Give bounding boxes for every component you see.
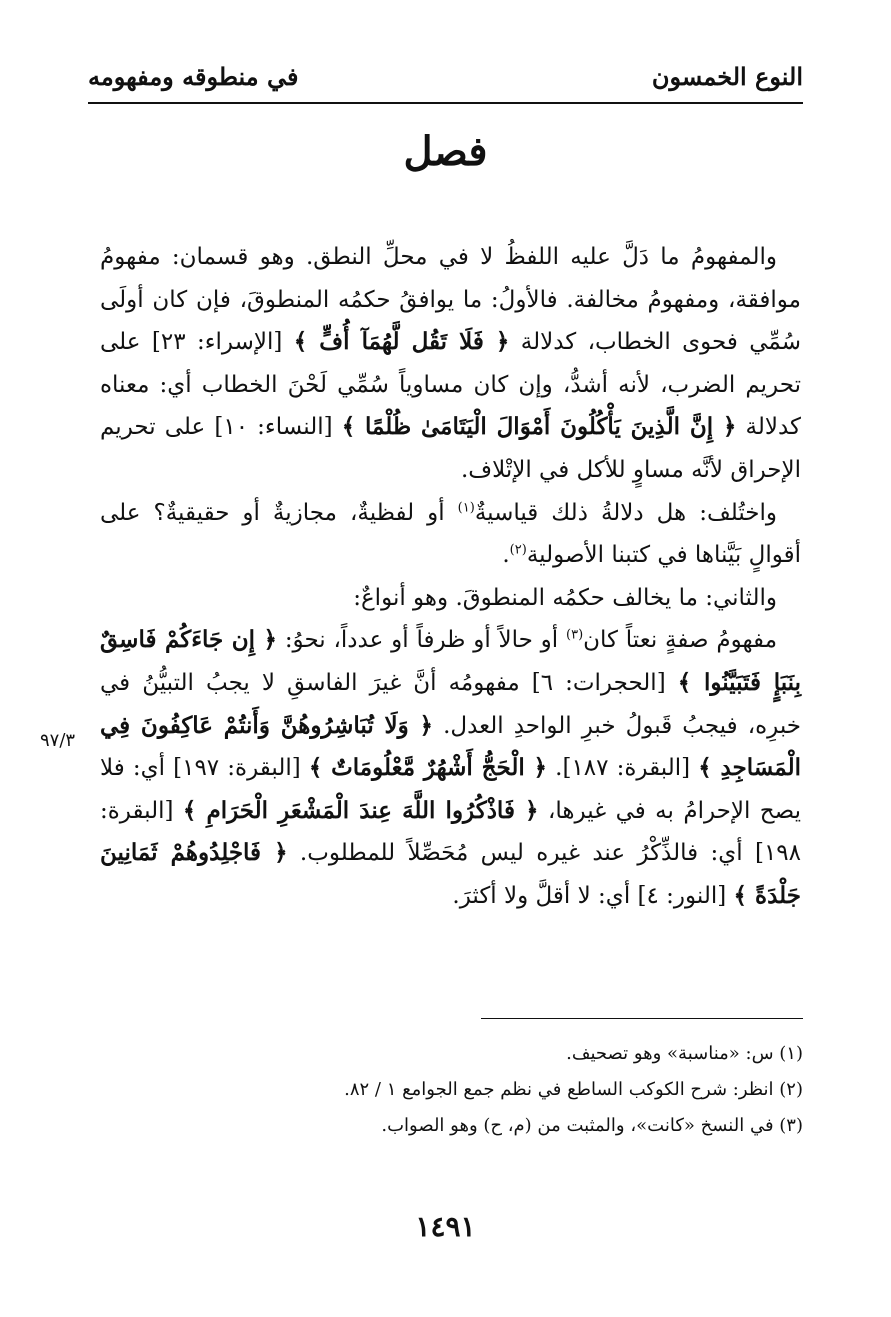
paragraph-mafhum-sifa bbox=[100, 619, 801, 917]
quran-verse: ﴿ إِنَّ الَّذِينَ يَأْكُلُونَ أَمْوَالَ الْيَتَامَىٰ ظُلْمًا ﴾ bbox=[341, 413, 737, 441]
text-span: أو لفظيةٌ، مجازيةٌ أو حقيقيةٌ؟ على أقوالٍ بَيَّناها في كتبنا الأصولية bbox=[100, 499, 801, 569]
paragraph-second-type bbox=[100, 577, 801, 620]
text-span: والمفهومُ ما دَلَّ عليه اللفظُ لا في محلِّ النطق. وهو قسمان: مفهومُ موافقة، ومفهومُ مخالفة. فالأولُ: ما يوافقُ حكمُه المنطوقَ، فإن كان أولَى سُمِّي فحوى الخطاب، كدلالة bbox=[100, 244, 801, 356]
footnote-ref: (٣) bbox=[566, 627, 584, 643]
text-span: [البقرة: ١٨٧]. bbox=[555, 755, 691, 782]
margin-page-reference: ٩٧/٣ bbox=[40, 730, 76, 751]
text-span: أو حالاً أو ظرفاً أو عدداً، نحوُ: bbox=[284, 627, 559, 654]
running-header bbox=[88, 56, 803, 96]
quran-verse: ﴿ وَلَا تُبَاشِرُوهُنَّ وَأَنتُمْ عَاكِفُونَ فِي الْمَسَاجِدِ ﴾ bbox=[100, 711, 801, 782]
footnote-separator bbox=[481, 1018, 803, 1019]
text-span: واختُلف: هل دلالةُ ذلك قياسيةٌ bbox=[474, 499, 778, 526]
paragraph-ikhtilaf bbox=[100, 492, 801, 577]
footnote: (١) س: «مناسبة» وهو تصحيف. bbox=[566, 1043, 803, 1064]
quran-verse: ﴿ إِن جَاءَكُمْ فَاسِقٌ بِنَبَإٍ فَتَبَيَّنُوا ﴾ bbox=[100, 626, 801, 696]
footnotes bbox=[100, 1036, 803, 1144]
footnote: (٣) في النسخ «كانت»، والمثبت من (م، ح) وهو الصواب. bbox=[381, 1115, 803, 1136]
footnote: (٢) انظر: شرح الكوكب الساطع في نظم جمع الجوامع ١ / ٨٢. bbox=[344, 1079, 803, 1100]
text-span: . bbox=[502, 542, 510, 569]
text-span: [النور: ٤] أي: لا أقلَّ ولا أكثرَ. bbox=[452, 882, 727, 909]
text-span: [النساء: ١٠] على تحريم الإحراق لأنَّه مساوٍ للأكل في الإتْلاف. bbox=[100, 414, 801, 483]
header-topic: في منطوقه ومفهومه bbox=[88, 61, 299, 91]
quran-verse: ﴿ الْحَجُّ أَشْهُرٌ مَّعْلُومَاتٌ ﴾ bbox=[308, 754, 548, 782]
quran-verse: ﴿ فَاجْلِدُوهُمْ ثَمَانِينَ جَلْدَةً ﴾ bbox=[100, 839, 801, 909]
text-span: [الحجرات: ٦] مفهومُه أنَّ غيرَ الفاسقِ لا يجبُ التبيُّنُ في خبرِه، فيجبُ قَبولُ خبرِ الواحدِ العدل. bbox=[100, 669, 802, 739]
text-span: والثاني: ما يخالف حكمُه المنطوقَ. وهو أنواعٌ: bbox=[353, 584, 777, 611]
header-rule bbox=[88, 102, 803, 104]
body-text bbox=[100, 236, 801, 918]
footnote-ref: (٢) bbox=[509, 542, 527, 558]
text-span: [الإسراء: ٢٣] على تحريم الضرب، لأنه أشدُّ، وإن كان مساوياً سُمِّي لَحْنَ الخطاب أي: معناه كدلالة bbox=[100, 329, 801, 441]
text-span: مفهومُ صفةٍ نعتاً كان bbox=[583, 627, 778, 654]
header-chapter: النوع الخمسون bbox=[651, 61, 803, 91]
footnote-ref: (١) bbox=[457, 499, 475, 515]
section-title: فصل bbox=[403, 128, 488, 175]
text-span: [البقرة: ١٩٧] أي: فلا يصح الإحرامُ به في غيرها، bbox=[100, 755, 801, 824]
text-span: [البقرة: ١٩٨] أي: فالذِّكْرُ عند غيره ليس مُحَصِّلاً للمطلوب. bbox=[100, 797, 801, 867]
paragraph-mafhum-definition bbox=[100, 236, 801, 492]
page-number: ١٤٩١ bbox=[415, 1210, 476, 1243]
quran-verse: ﴿ فَاذْكُرُوا اللَّهَ عِندَ الْمَشْعَرِ الْحَرَامِ ﴾ bbox=[182, 796, 539, 824]
quran-verse: ﴿ فَلَا تَقُل لَّهُمَآ أُفٍّ ﴾ bbox=[293, 328, 510, 356]
